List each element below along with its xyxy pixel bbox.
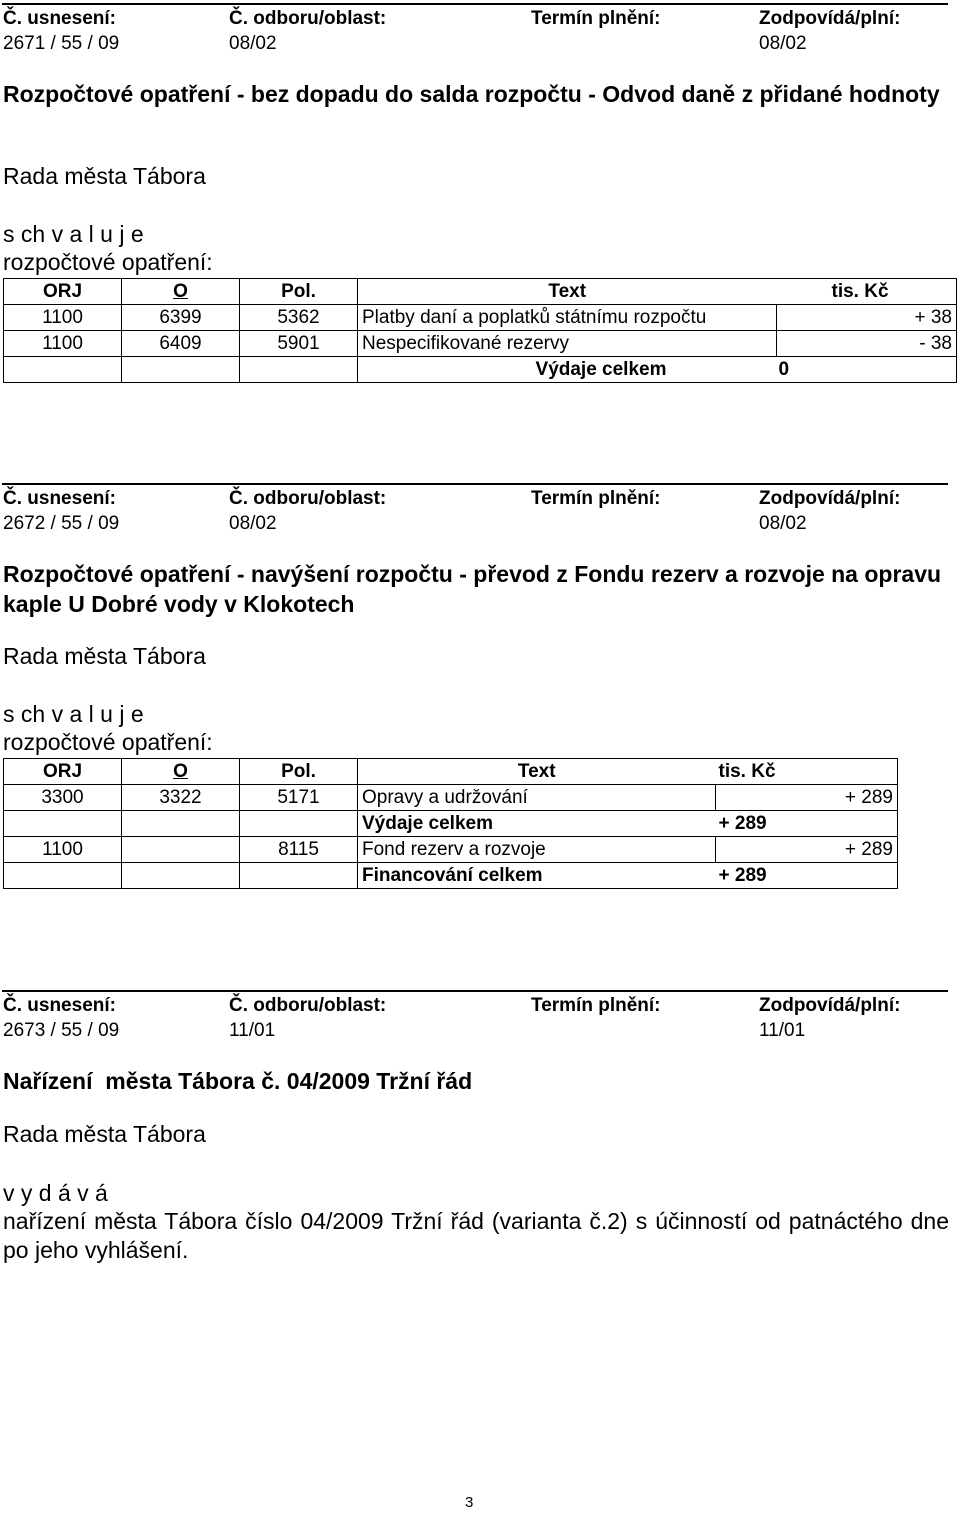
subtotal-label: Výdaje celkem: [358, 811, 716, 837]
cell-amount: + 38: [777, 305, 957, 331]
total-label: Výdaje celkem: [358, 357, 777, 383]
cell-text: Platby daní a poplatků státnímu rozpočtu: [358, 305, 777, 331]
cell-pol: 5901: [240, 331, 358, 357]
cell-text: Fond rezerv a rozvoje: [358, 837, 716, 863]
cell-amount: + 289: [716, 837, 898, 863]
department-code: 08/02: [229, 513, 277, 534]
resolution-verb: s ch v a l u j e: [3, 701, 144, 727]
total-value: 0: [777, 357, 957, 383]
label-odbor: Č. odboru/oblast:: [229, 8, 387, 29]
resolution-number: 2671 / 55 / 09: [3, 33, 120, 54]
resolution-verb: v y d á v á: [3, 1180, 108, 1206]
page-number: 3: [465, 1494, 474, 1511]
budget-table: [3, 758, 898, 889]
col-o: O: [122, 759, 240, 785]
label-zodpovida: Zodpovídá/plní:: [759, 995, 901, 1016]
cell-orj: 1100: [4, 331, 122, 357]
cell-o: [122, 837, 240, 863]
department-code: 11/01: [229, 1020, 276, 1041]
label-usneseni: Č. usnesení:: [3, 8, 116, 29]
council-name: Rada města Tábora: [3, 163, 206, 189]
budget-table: [3, 278, 957, 383]
council-name: Rada města Tábora: [3, 643, 206, 669]
responsible-code: 11/01: [759, 1020, 806, 1041]
cell-text: Nespecifikované rezervy: [358, 331, 777, 357]
cell-o: 3322: [122, 785, 240, 811]
cell-pol: 8115: [240, 837, 358, 863]
table-header-row: [4, 279, 957, 305]
table-row: [4, 305, 957, 331]
council-name: Rada města Tábora: [3, 1121, 206, 1147]
resolution-title: Rozpočtové opatření - bez dopadu do salda rozpočtu - Odvod daně z přidané hodnoty: [3, 81, 940, 107]
label-zodpovida: Zodpovídá/plní:: [759, 488, 901, 509]
label-zodpovida: Zodpovídá/plní:: [759, 8, 901, 29]
resolution-number: 2673 / 55 / 09: [3, 1020, 120, 1041]
resolution-body: nařízení města Tábora číslo 04/2009 Tržní řád (varianta č.2) s účinností od patnáctého dne po jeho vyhlášení.: [3, 1208, 949, 1263]
col-tis: tis. Kč: [716, 759, 898, 785]
table-row: [4, 331, 957, 357]
col-tis: tis. Kč: [777, 279, 957, 305]
col-pol: Pol.: [240, 279, 358, 305]
label-termin: Termín plnění:: [531, 488, 661, 509]
cell-amount: + 289: [716, 785, 898, 811]
resolution-number: 2672 / 55 / 09: [3, 513, 120, 534]
resolution-title: Rozpočtové opatření - navýšení rozpočtu - převod z Fondu rezerv a rozvoje na opravu kaple U Dobré vody v Klokotech: [3, 561, 942, 617]
label-usneseni: Č. usnesení:: [3, 488, 116, 509]
table-header-row: [4, 759, 898, 785]
label-usneseni: Č. usnesení:: [3, 995, 116, 1016]
col-pol: Pol.: [240, 759, 358, 785]
budget-measure-label: rozpočtové opatření:: [3, 729, 213, 755]
cell-amount: - 38: [777, 331, 957, 357]
col-o: O: [122, 279, 240, 305]
table-subtotal-row: [4, 811, 898, 837]
label-termin: Termín plnění:: [531, 8, 661, 29]
col-orj: ORJ: [4, 759, 122, 785]
resolution-title: Nařízení města Tábora č. 04/2009 Tržní řád: [3, 1068, 473, 1094]
col-text: Text: [358, 279, 777, 305]
cell-text: Opravy a udržování: [358, 785, 716, 811]
cell-pol: 5171: [240, 785, 358, 811]
section-rule: [2, 483, 948, 485]
subtotal-label: Financování celkem: [358, 863, 716, 889]
label-odbor: Č. odboru/oblast:: [229, 488, 387, 509]
responsible-code: 08/02: [759, 33, 807, 54]
budget-measure-label: rozpočtové opatření:: [3, 249, 213, 275]
subtotal-value: + 289: [716, 811, 898, 837]
section-rule: [2, 3, 948, 5]
section-rule: [2, 990, 948, 992]
col-orj: ORJ: [4, 279, 122, 305]
responsible-code: 08/02: [759, 513, 807, 534]
cell-orj: 1100: [4, 305, 122, 331]
subtotal-value: + 289: [716, 863, 898, 889]
table-total-row: [4, 357, 957, 383]
label-termin: Termín plnění:: [531, 995, 661, 1016]
cell-o: 6399: [122, 305, 240, 331]
cell-o: 6409: [122, 331, 240, 357]
table-row: [4, 837, 898, 863]
label-odbor: Č. odboru/oblast:: [229, 995, 387, 1016]
cell-orj: 1100: [4, 837, 122, 863]
cell-pol: 5362: [240, 305, 358, 331]
resolution-verb: s ch v a l u j e: [3, 221, 144, 247]
department-code: 08/02: [229, 33, 277, 54]
table-row: [4, 785, 898, 811]
table-subtotal-row: [4, 863, 898, 889]
col-text: Text: [358, 759, 716, 785]
cell-orj: 3300: [4, 785, 122, 811]
